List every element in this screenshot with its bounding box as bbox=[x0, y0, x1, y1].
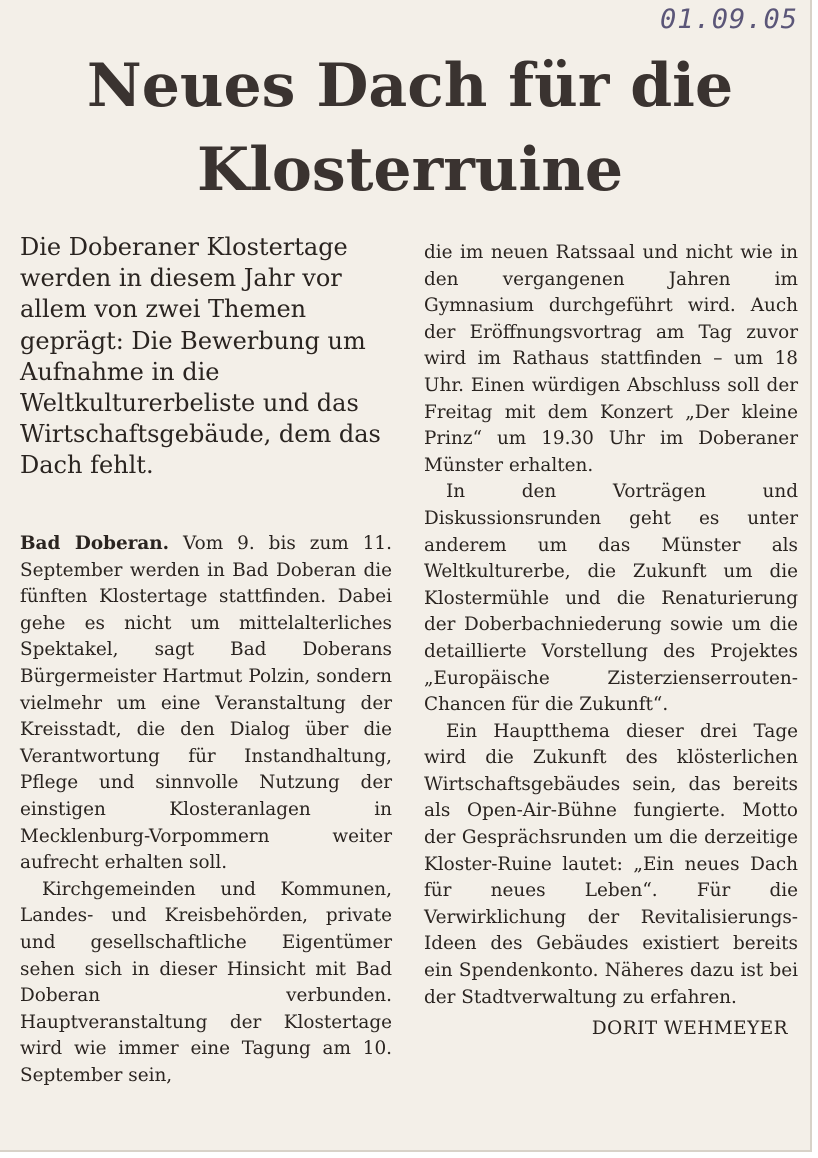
handwritten-date: 01.09.05 bbox=[660, 4, 799, 35]
author-byline: DORIT WEHMEYER bbox=[591, 1018, 788, 1040]
headline: Neues Dach für die Klosterruine bbox=[86, 51, 734, 205]
paragraph-2-continued: die im neuen Ratssaal und nicht wie in den vergangenen Jahren im Gymnasium durchgeführt wird. Auch der Eröffnungsvortrag am Tag zuvor wird im Rathaus stattfinden – um 18 Uhr. Einen würdigen Abschluss soll der Freitag mit dem Konzert „Der kleine Prinz“ um 19.30 Uhr im Doberaner Münster erhalten. bbox=[424, 242, 798, 476]
paragraph-4: Ein Hauptthema dieser drei Tage wird die Zukunft des klösterlichen Wirtschaftsgebäudes sein, das bereits als Open-Air-Bühne fungierte. Motto der Gesprächsrunden um die derzeitige Kloster-Ruine lautet: „Ein neues Dach für neues Leben“. Für die Verwirklichung der Revitalisierungs-Ideen des Gebäudes existiert bereits ein Spendenkonto. Näheres dazu ist bei der Stadtverwaltung zu erfahren. bbox=[424, 720, 798, 1008]
left-body-text bbox=[20, 531, 392, 1089]
right-column bbox=[424, 240, 798, 1040]
dateline: Bad Doberan. bbox=[20, 533, 170, 554]
left-column bbox=[20, 232, 392, 1086]
paragraph-1-text: Vom 9. bis zum 11. September werden in Bad Doberan die fünften Klostertage stattfinden. Dabei gehe es nicht um mittelalterliches Spektakel, sagt Bad Doberans Bürgermeister Hartmut Polzin, sondern vielmehr um eine Veranstaltung der Kreisstadt, die den Dialog über die Verantwortung für Instandhaltung, Pflege und sinnvolle Nutzung der einstigen Klosteranlagen in Mecklenburg-Vorpommern weiter aufrecht erhalten soll. bbox=[20, 533, 392, 874]
paragraph-1 bbox=[20, 531, 392, 877]
right-body-text bbox=[424, 240, 798, 1011]
paragraph-3: In den Vorträgen und Diskussionsrunden geht es unter anderem um das Münster als Weltkulturerbe, die Zukunft um die Klostermühle und die Renaturierung der Doberbachniederung sowie um die detaillierte Vorstellung des Projektes „Europäische Zisterzienserrouten-Chancen für die Zukunft“. bbox=[424, 481, 798, 716]
lead-paragraph: Die Doberaner Klostertage werden in diesem Jahr vor allem von zwei Themen geprägt: Die Bewerbung um Aufnahme in die Weltkulturerbeliste und das Wirtschaftsgebäude, dem das Dach fehlt. bbox=[20, 233, 381, 480]
paragraph-2: Kirchgemeinden und Kommunen, Landes- und Kreisbehörden, private und gesellschaftliche Eigentümer sehen sich in dieser Hinsicht mit Bad Doberan verbunden. Hauptveranstaltung der Klostertage wird wie immer eine Tagung am 10. September sein, bbox=[20, 878, 392, 1086]
